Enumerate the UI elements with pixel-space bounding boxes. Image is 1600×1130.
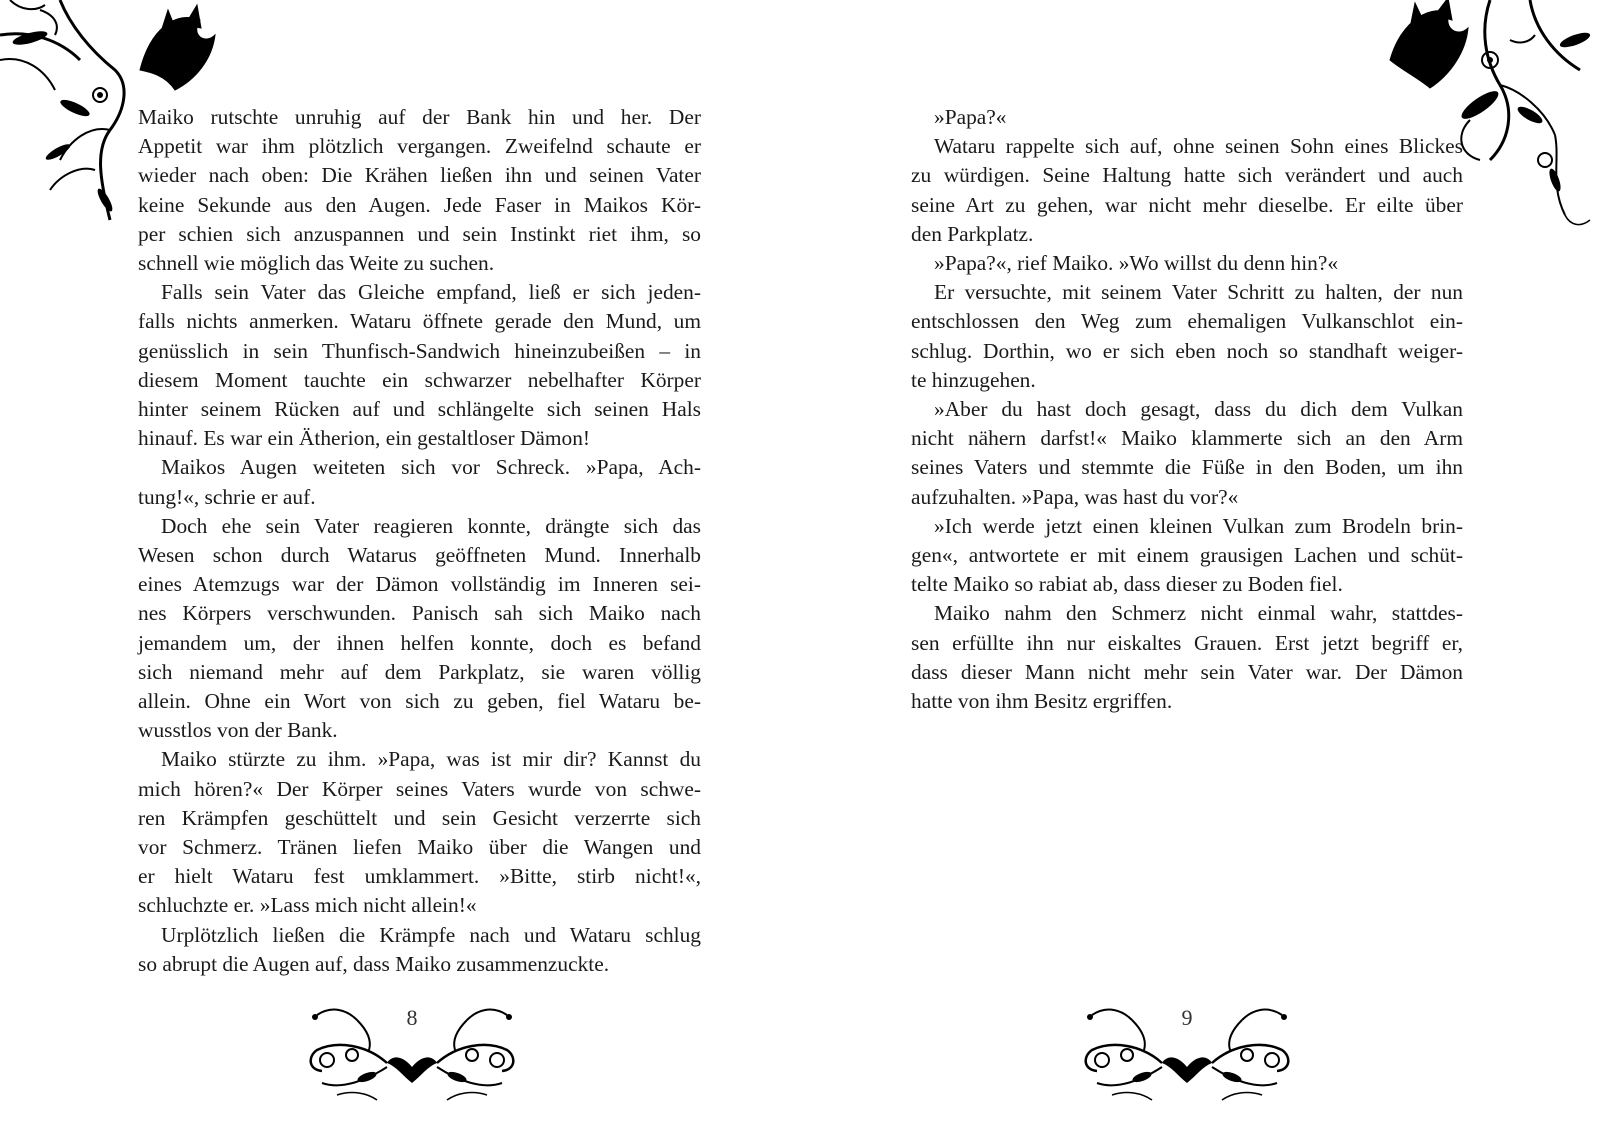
text-line: Wataru rappelte sich auf, ohne seinen Sohn eines Blickes bbox=[934, 134, 1463, 159]
text-line: Wesen schon durch Watarus geöffneten Mund. Innerhalb bbox=[138, 543, 701, 568]
text-line: vor Schmerz. Tränen liefen Maiko über die Wangen und bbox=[138, 835, 701, 860]
text-line: mich hören?« Der Körper seines Vaters wurde von schwe- bbox=[138, 776, 701, 801]
text-line: aufzuhalten. »Papa, was hast du vor?« bbox=[911, 484, 1239, 509]
text-line: seines Vaters und stemmte die Füße in den Boden, um ihn bbox=[911, 455, 1463, 480]
text-line: ren Krämpfen geschüttelt und sein Gesicht verzerrte sich bbox=[138, 805, 701, 830]
text-line: seine Art zu gehen, war nicht mehr dieselbe. Er eilte über bbox=[911, 192, 1463, 217]
text-line: hinauf. Es war ein Ätherion, ein gestaltloser Dämon! bbox=[138, 426, 591, 451]
right-page bbox=[800, 0, 1600, 1130]
right-page-footer bbox=[1072, 1005, 1302, 1105]
text-line: Appetit war ihm plötzlich vergangen. Zweifelnd schaute er bbox=[138, 134, 701, 159]
text-line: schluchzte er. »Lass mich nicht allein!« bbox=[138, 893, 477, 918]
left-page-footer bbox=[297, 1005, 527, 1105]
text-line: sen erfüllte ihn nur eiskaltes Grauen. Erst jetzt begriff er, bbox=[911, 630, 1463, 655]
text-line: hinter seinem Rücken auf und schlängelte sich seinen Hals bbox=[138, 397, 701, 422]
page-number: 8 bbox=[406, 1005, 418, 1030]
text-line: falls nichts anmerken. Wataru öffnete gerade den Mund, um bbox=[138, 309, 701, 334]
text-line: »Aber du hast doch gesagt, dass du dich dem Vulkan bbox=[934, 397, 1463, 422]
text-line: te hinzugehen. bbox=[911, 367, 1036, 392]
text-line: nicht nähern darfst!« Maiko klammerte sich an den Arm bbox=[911, 426, 1463, 451]
text-line: diesem Moment tauchte ein schwarzer nebelhafter Körper bbox=[138, 367, 701, 392]
left-page-text bbox=[138, 103, 701, 979]
text-line: Falls sein Vater das Gleiche empfand, ließ er sich jeden- bbox=[161, 280, 701, 305]
text-line: per schien sich anzuspannen und sein Instinkt riet ihm, so bbox=[138, 221, 701, 246]
text-line: »Papa?« bbox=[934, 105, 1007, 129]
text-line: »Papa?«, rief Maiko. »Wo willst du denn hin?« bbox=[934, 251, 1339, 276]
text-line: keine Sekunde aus den Augen. Jede Faser in Maikos Kör- bbox=[138, 192, 701, 217]
text-line: zu würdigen. Seine Haltung hatte sich verändert und auch bbox=[911, 163, 1463, 188]
text-line: hatte von ihm Besitz ergriffen. bbox=[911, 689, 1173, 714]
text-line: Doch ehe sein Vater reagieren konnte, drängte sich das bbox=[161, 513, 701, 538]
right-page-text bbox=[911, 103, 1463, 716]
text-line: allein. Ohne ein Wort von sich zu geben, fiel Wataru be- bbox=[138, 689, 701, 714]
page-number: 9 bbox=[1181, 1005, 1193, 1030]
text-line: den Parkplatz. bbox=[911, 221, 1034, 246]
text-line: wieder nach oben: Die Krähen ließen ihn und seinen Vater bbox=[138, 163, 701, 188]
text-line: schlug. Dorthin, wo er sich eben noch so standhaft weiger- bbox=[911, 338, 1463, 363]
text-line: gen«, antwortete er mit einem grausigen Lachen und schüt- bbox=[911, 543, 1463, 568]
text-line: Er versuchte, mit seinem Vater Schritt zu halten, der nun bbox=[934, 280, 1463, 305]
text-line: tung!«, schrie er auf. bbox=[138, 484, 316, 509]
text-line: Maiko stürzte zu ihm. »Papa, was ist mir dir? Kannst du bbox=[161, 747, 701, 772]
text-line: Maiko rutschte unruhig auf der Bank hin und her. Der bbox=[138, 105, 701, 129]
text-line: Urplötzlich ließen die Krämpfe nach und Wataru schlug bbox=[161, 922, 701, 947]
text-line: eines Atemzugs war der Dämon vollständig im Inneren sei- bbox=[138, 572, 701, 597]
text-line: dass dieser Mann nicht mehr sein Vater war. Der Dämon bbox=[911, 659, 1463, 684]
text-line: Maiko nahm den Schmerz nicht einmal wahr, stattdes- bbox=[934, 601, 1463, 626]
text-line: »Ich werde jetzt einen kleinen Vulkan zum Brodeln brin- bbox=[934, 513, 1463, 538]
text-line: Maikos Augen weiteten sich vor Schreck. »Papa, Ach- bbox=[161, 455, 701, 480]
text-line: telte Maiko so rabiat ab, dass dieser zu Boden fiel. bbox=[911, 572, 1343, 597]
text-line: jemandem um, der ihnen helfen konnte, doch es befand bbox=[138, 630, 701, 655]
text-line: entschlossen den Weg zum ehemaligen Vulkanschlot ein- bbox=[911, 309, 1463, 334]
text-line: sich niemand mehr auf dem Parkplatz, sie waren völlig bbox=[138, 659, 701, 684]
text-line: genüsslich in sein Thunfisch-Sandwich hineinzubeißen – in bbox=[138, 338, 701, 363]
text-line: nes Körpers verschwunden. Panisch sah sich Maiko nach bbox=[138, 601, 701, 626]
text-line: er hielt Wataru fest umklammert. »Bitte, stirb nicht!«, bbox=[138, 864, 701, 889]
text-line: schnell wie möglich das Weite zu suchen. bbox=[138, 251, 495, 276]
text-line: so abrupt die Augen auf, dass Maiko zusammenzuckte. bbox=[138, 951, 610, 976]
text-line: wusstlos von der Bank. bbox=[138, 718, 338, 743]
